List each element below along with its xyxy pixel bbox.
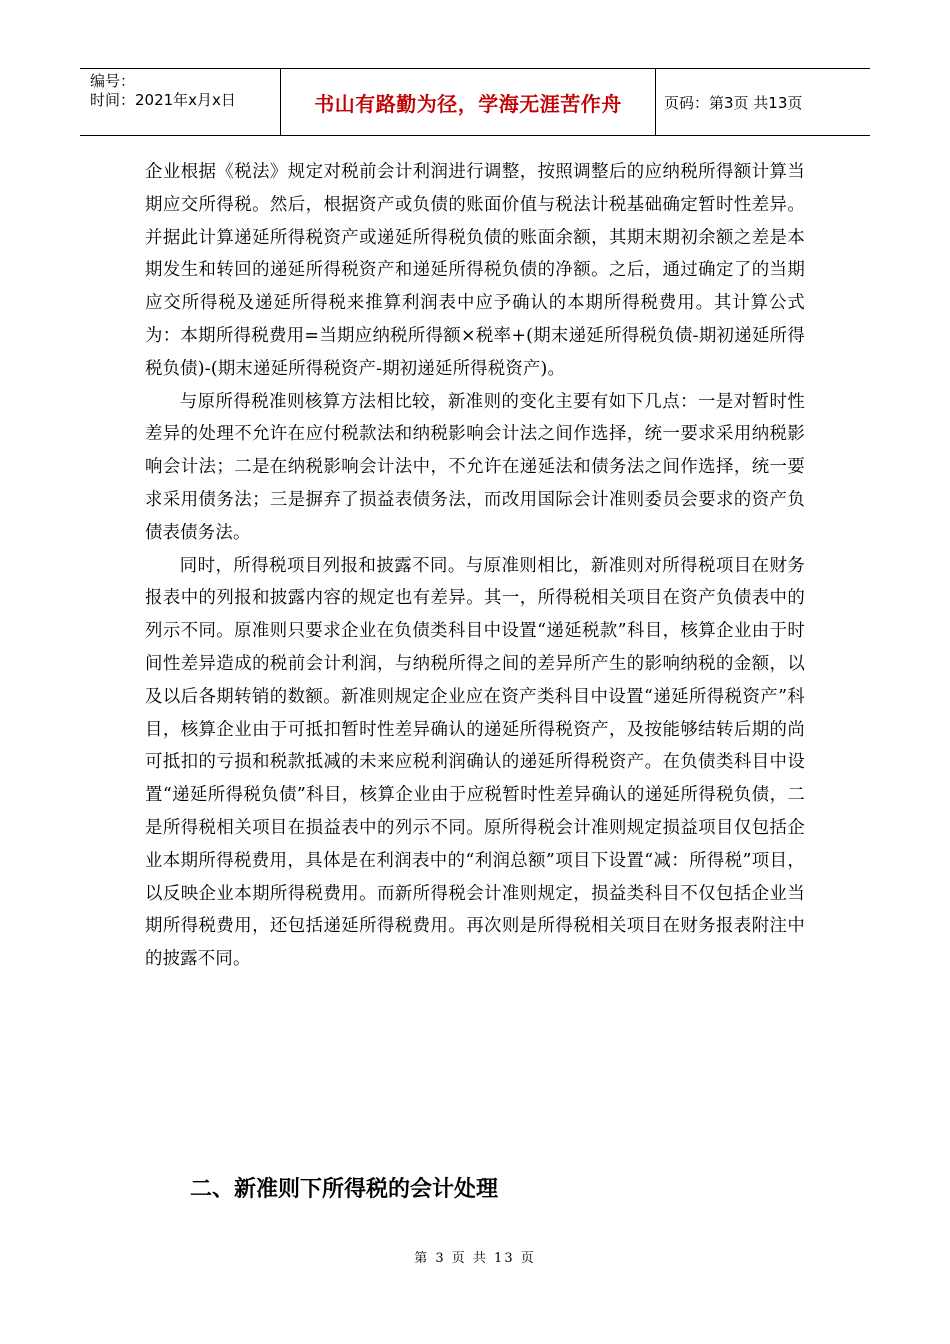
body-paragraph-3: 同时，所得税项目列报和披露不同。与原准则相比，新准则对所得税项目在财务报表中的列报和披露内容的规定也有差异。其一，所得税相关项目在资产负债表中的列示不同。原准则只要求企业在负债类科目中设置“递延税款”科目，核算企业由于时间性差异造成的税前会计利润，与纳税所得之间的差异所产生的影响纳税的金额，以及以后各期转销的数额。新准则规定企业应在资产类科目中设置“递延所得税资产”科目，核算企业由于可抵扣暂时性差异确认的递延所得税资产，及按能够结转后期的尚可抵扣的亏损和税款抵减的未来应税利润确认的递延所得税资产。在负债类科目中设置“递延所得税负债”科目，核算企业由于应税暂时性差异确认的递延所得税负债，二是所得税相关项目在损益表中的列示不同。原所得税会计准则规定损益项目仅包括企业本期所得税费用，具体是在利润表中的“利润总额”项目下设置“减：所得税”项目，以反映企业本期所得税费用。而新所得税会计准则规定，损益类科目不仅包括企业当期所得税费用，还包括递延所得税费用。再次则是所得税相关项目在财务报表附注中的披露不同。 (145, 555, 805, 970)
section-heading: 二、新准则下所得税的会计处理 (190, 1177, 499, 1202)
page-header (80, 68, 870, 136)
document-time-label: 时间：2021年x月x日 (90, 91, 236, 109)
header-page-label: 页码：第3页 共13页 (664, 93, 803, 112)
header-meta-cell (80, 69, 281, 135)
document-number-label: 编号： (90, 72, 136, 90)
page-footer: 第 3 页 共 13 页 (414, 1251, 536, 1266)
body-paragraph-1: 企业根据《税法》规定对税前会计利润进行调整，按照调整后的应纳税所得额计算当期应交所得税。然后，根据资产或负债的账面价值与税法计税基础确定暂时性差异。并据此计算递延所得税资产或递延所得税负债的账面余额，其期末期初余额之差是本期发生和转回的递延所得税资产和递延所得税负债的净额。之后，通过确定了的当期应交所得税及递延所得税来推算利润表中应予确认的本期所得税费用。其计算公式为：本期所得税费用=当期应纳税所得额×税率+(期末递延所得税负债-期初递延所得税负债)-(期末递延所得税资产-期初递延所得税资产)。 (145, 162, 805, 379)
header-motto-cell (281, 69, 656, 135)
body-paragraph-2: 与原所得税准则核算方法相比较，新准则的变化主要有如下几点：一是对暂时性差异的处理不允许在应付税款法和纳税影响会计法之间作选择，统一要求采用纳税影响会计法；二是在纳税影响会计法中，不允许在递延法和债务法之间作选择，统一要求采用债务法；三是摒弃了损益表债务法，而改用国际会计准则委员会要求的资产负债表债务法。 (145, 391, 805, 543)
header-motto: 书山有路勤为径，学海无涯苦作舟 (314, 91, 622, 116)
document-body (145, 156, 805, 976)
header-page-cell (656, 69, 870, 135)
